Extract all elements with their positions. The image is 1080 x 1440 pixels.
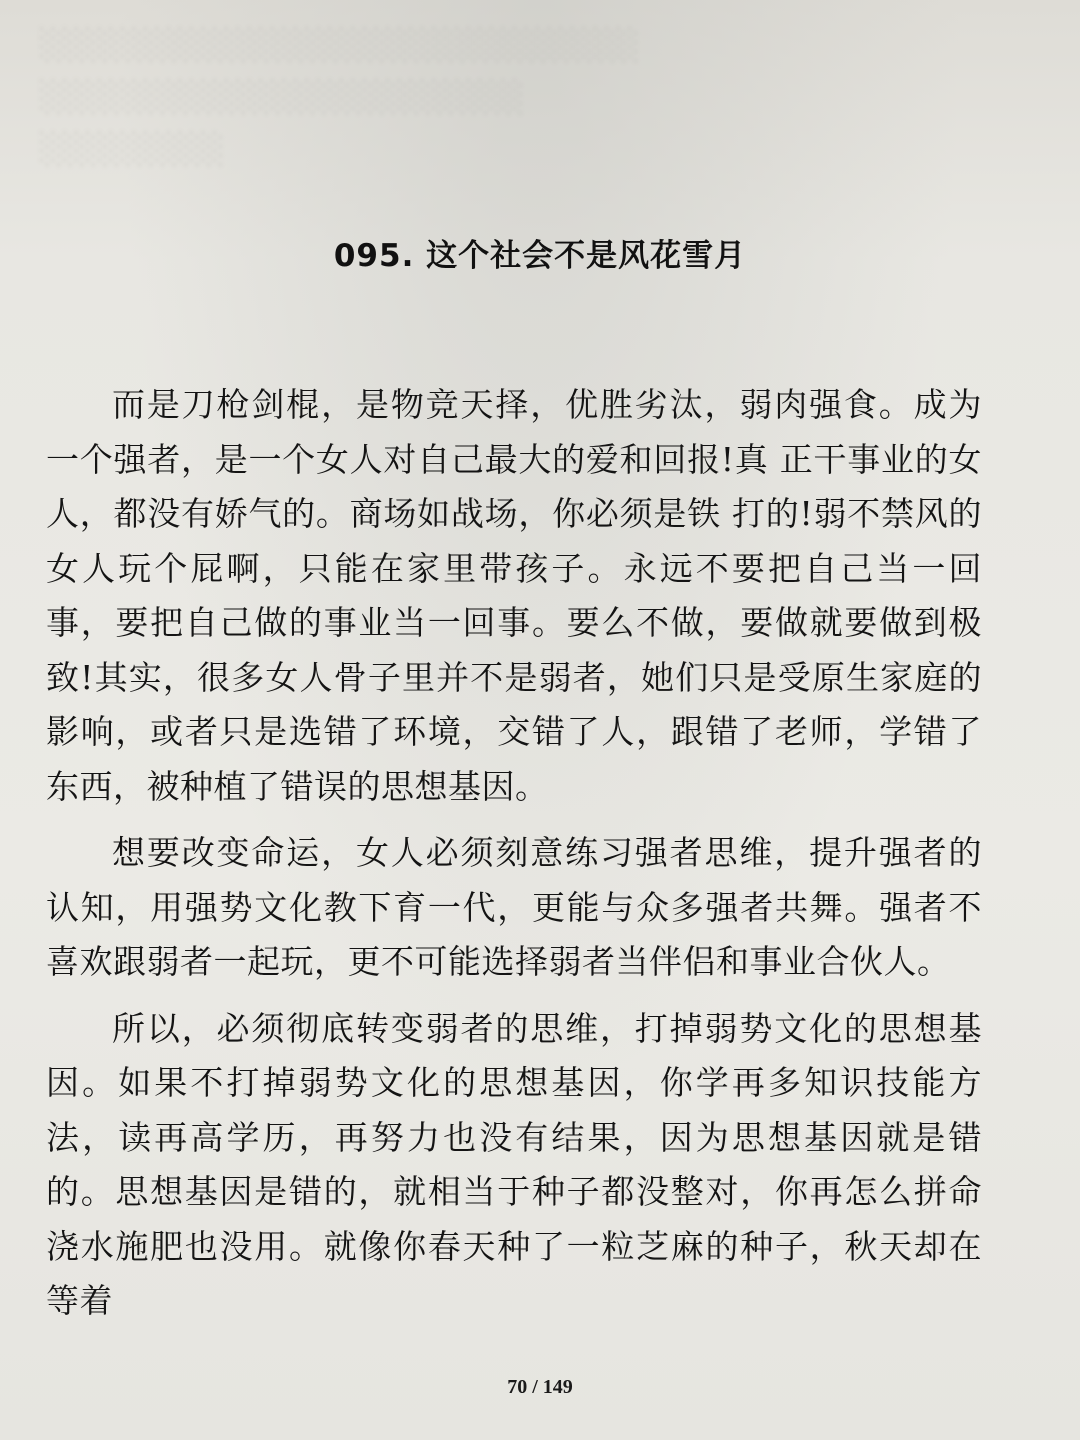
paragraph-3: 所以，必须彻底转变弱者的思维，打掉弱势文化的思想基因。如果不打掉弱势文化的思想基因，你学再多知识技能方法，读再高学历，再努力也没有结果，因为思想基因就是错的。思想基因是错的，就相当于种子都没整对，你再怎么拼命浇水施肥也没用。就像你春天种了一粒芝麻的种子，秋天却在等着 [46, 1008, 982, 1320]
page-indicator: 70 / 149 [507, 1376, 573, 1398]
chapter-title: 095. 这个社会不是风花雪月 [333, 238, 747, 274]
paragraph-2: 想要改变命运，女人必须刻意练习强者思维，提升强者的认知，用强势文化教下育一代，更能与众多强者共舞。强者不喜欢跟弱者一起玩，更不可能选择弱者当伴侣和事业合伙人。 [46, 833, 982, 981]
body-text [46, 378, 982, 1329]
bleed-through-text: ░░░░░░░░░░░░░░░░░░░░░░░░░░ ░░░░░░░░░░░░░░░░░░░░░ ░░░░░░░░ [40, 28, 640, 167]
paragraph-1: 而是刀枪剑棍，是物竞天择，优胜劣汰，弱肉强食。成为一个强者，是一个女人对自己最大的爱和回报!真 正干事业的女人，都没有娇气的。商场如战场，你必须是铁 打的!弱不禁风的女人玩个屁啊，只能在家里带孩子。永远不要把自己当一回事，要把自己做的事业当一回事。要么不做，要做就要做到极致!其实，很多女人骨子里并不是弱者，她们只是受原生家庭的影响，或者只是选错了环境，交错了人，跟错了老师，学错了东西，被种植了错误的思想基因。 [46, 385, 982, 806]
